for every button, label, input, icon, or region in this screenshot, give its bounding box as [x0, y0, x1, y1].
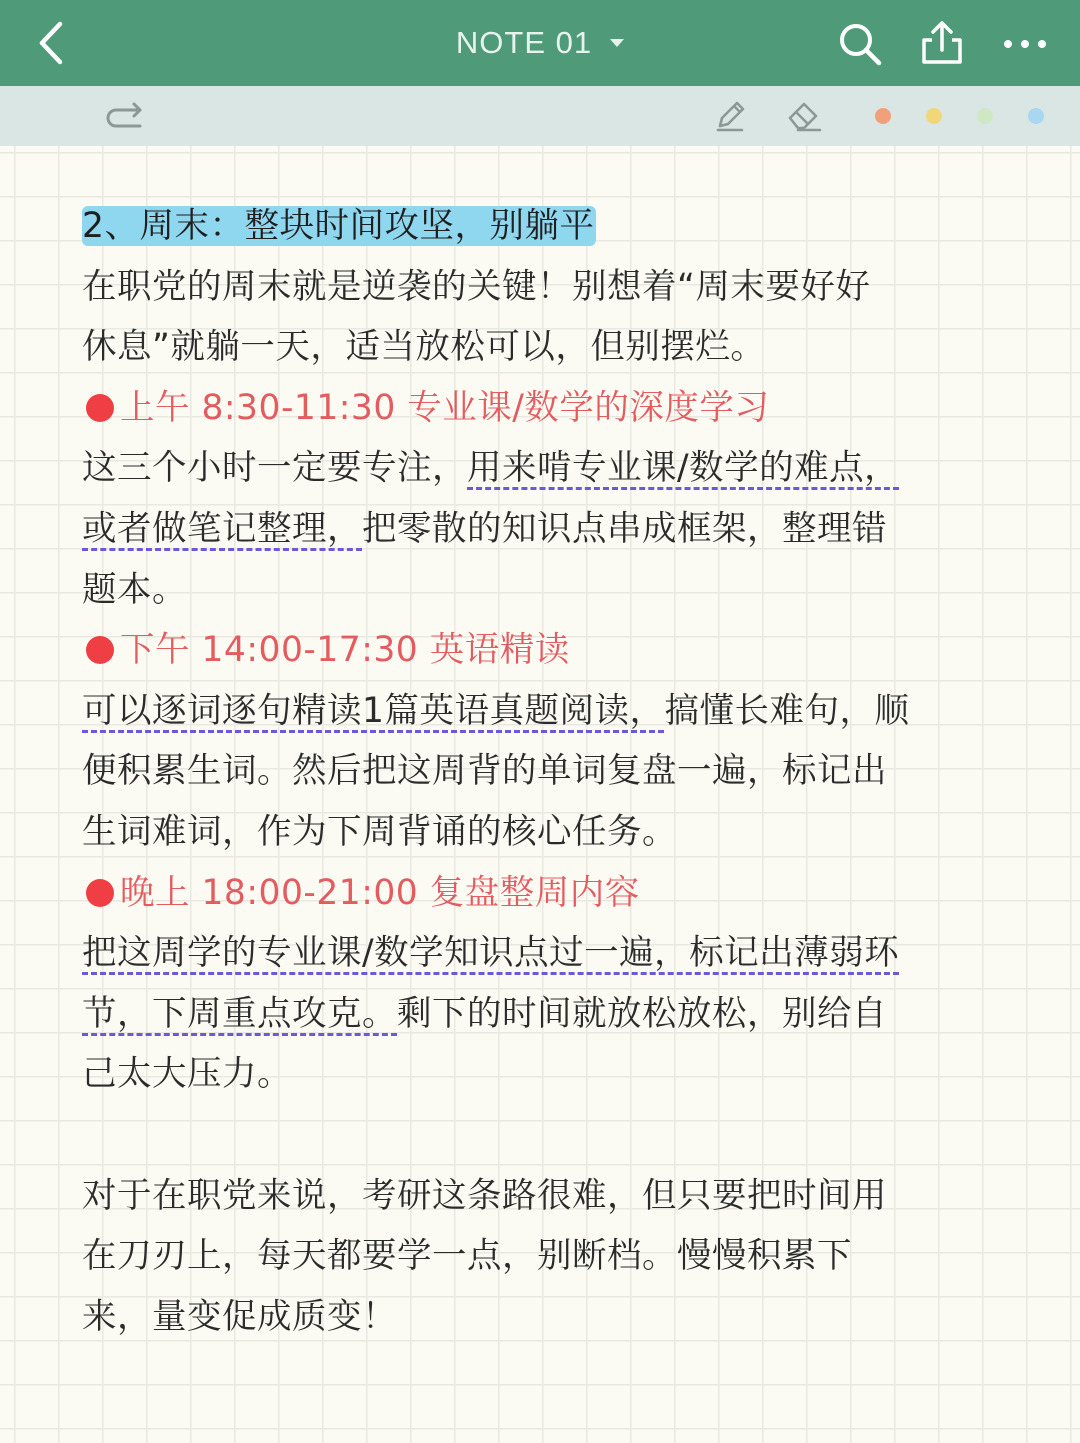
text-span: 搞懂长难句，顺 — [664, 690, 910, 731]
text-span: 剩下的时间就放松放松，别给自 — [397, 993, 887, 1034]
share-icon — [918, 18, 966, 68]
bullet-dot-icon — [86, 636, 114, 664]
text-line — [82, 681, 1002, 742]
underlined-text: 可以逐词逐句精读1篇英语真题阅读， — [82, 690, 665, 731]
section-heading: 2、周末：整块时间攻坚，别躺平 — [82, 206, 595, 246]
underlined-text: 或者做笔记整理， — [82, 508, 362, 549]
color-swatch-green[interactable] — [977, 108, 993, 124]
color-swatch-orange[interactable] — [875, 108, 891, 124]
note-content[interactable] — [82, 196, 1002, 1347]
text-span: 这三个小时一定要专注， — [82, 448, 467, 489]
schedule-title-text: 晚上 18:00-21:00 复盘整周内容 — [120, 872, 640, 913]
text-line: 对于在职党来说，考研这条路很难，但只要把时间用 — [82, 1175, 887, 1216]
schedule-title-evening — [82, 863, 1002, 924]
eraser-tool-button[interactable] — [784, 98, 824, 134]
text-line — [82, 984, 1002, 1045]
underlined-text: 节，下周重点攻克。 — [82, 993, 397, 1034]
text-line: 题本。 — [82, 569, 187, 610]
search-icon — [836, 20, 884, 68]
edit-toolbar — [0, 86, 1080, 146]
text-line: 在职党的周末就是逆袭的关键！别想着“周末要好好 — [82, 266, 871, 307]
section-heading-line — [82, 196, 1002, 257]
search-button[interactable] — [836, 20, 884, 68]
schedule-title-afternoon — [82, 620, 1002, 681]
share-button[interactable] — [918, 18, 966, 68]
text-line: 在刀刃上，每天都要学一点，别断档。慢慢积累下 — [82, 1236, 852, 1277]
redo-button[interactable] — [104, 100, 148, 134]
back-icon — [30, 18, 80, 68]
underlined-text: 把这周学的专业课/数学知识点过一遍，标记出薄弱环 — [82, 933, 900, 974]
schedule-title-text: 上午 8:30-11:30 专业课/数学的深度学习 — [120, 387, 770, 428]
text-line: 休息”就躺一天，适当放松可以，但别摆烂。 — [82, 327, 766, 368]
text-line: 生词难词，作为下周背诵的核心任务。 — [82, 811, 677, 852]
more-icon — [1000, 20, 1050, 68]
back-button[interactable] — [30, 18, 80, 68]
chevron-down-icon — [610, 39, 624, 47]
note-title: NOTE 01 — [455, 25, 593, 60]
text-line: 来，量变促成质变！ — [82, 1296, 397, 1337]
bullet-dot-icon — [86, 394, 114, 422]
text-line — [82, 438, 1002, 499]
underlined-text: 用来啃专业课/数学的难点， — [467, 448, 900, 489]
text-line — [82, 499, 1002, 560]
text-line: 己太大压力。 — [82, 1054, 292, 1095]
color-swatch-blue[interactable] — [1028, 108, 1044, 124]
eraser-icon — [784, 98, 824, 134]
text-line: 便积累生词。然后把这周背的单词复盘一遍，标记出 — [82, 751, 887, 792]
note-title-dropdown[interactable] — [456, 25, 624, 61]
color-swatch-yellow[interactable] — [926, 108, 942, 124]
pen-tool-button[interactable] — [712, 98, 748, 134]
text-span: 把零散的知识点串成框架，整理错 — [362, 508, 887, 549]
text-line — [82, 923, 1002, 984]
bullet-dot-icon — [86, 879, 114, 907]
more-button[interactable] — [1000, 20, 1050, 68]
schedule-title-text: 下午 14:00-17:30 英语精读 — [120, 630, 570, 671]
pen-icon — [712, 98, 748, 134]
top-bar — [0, 0, 1080, 86]
blank-line — [82, 1105, 1002, 1166]
schedule-title-morning — [82, 378, 1002, 439]
redo-icon — [104, 100, 148, 134]
